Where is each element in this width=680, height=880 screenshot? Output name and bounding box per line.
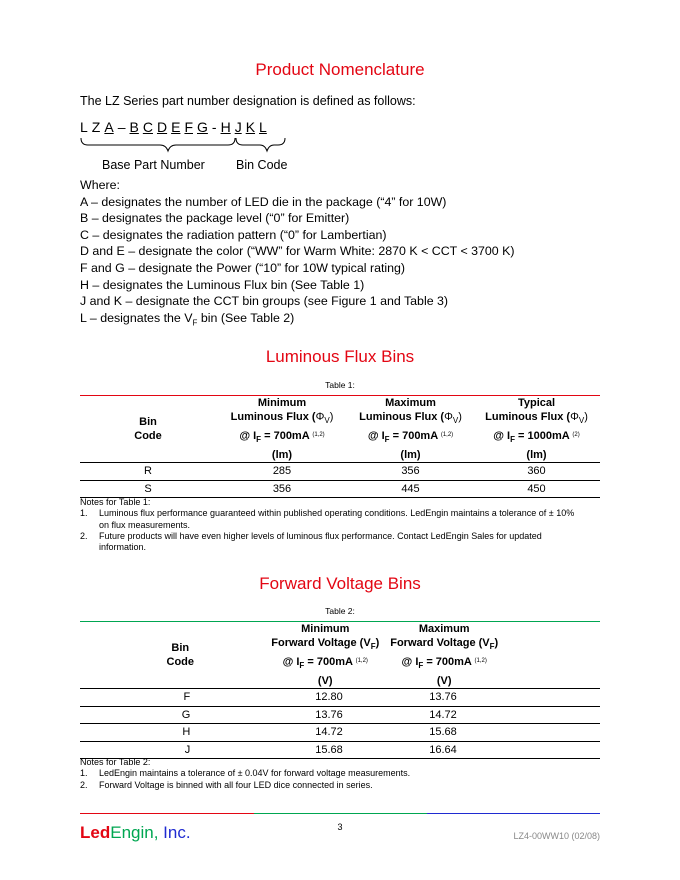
col-header-bin-code: Bin Code [134, 415, 162, 442]
cell-max: 14.72 [391, 706, 509, 724]
table-row [80, 706, 600, 724]
where-item: C – designates the radiation pattern (“0” for Lambertian) [80, 227, 387, 242]
where-item: B – designates the package level (“0” for Emitter) [80, 211, 350, 226]
part-number-char: H [220, 119, 231, 135]
col-header-bin-code: Bin Code [166, 641, 195, 668]
footer-rule-green [254, 813, 427, 814]
cell-max: 13.76 [391, 689, 509, 707]
part-number-char: E [171, 119, 181, 135]
cell-min: 356 [216, 480, 348, 498]
table-row [80, 463, 600, 481]
cell-bin: S [80, 480, 216, 498]
part-number-char: L [259, 119, 267, 135]
part-number-char: – [117, 119, 126, 135]
cell-min: 14.72 [296, 724, 391, 742]
part-number-char: - [211, 119, 217, 135]
col-header-max-flux: Maximum Luminous Flux $(\Phi_V)$ @ $I_F = 700mA$ $^{(1,2)}$ (lm) [359, 397, 462, 461]
where-item: J and K – designate the CCT bin groups (see Figure 1 and Table 3) [80, 294, 449, 309]
cell-bin: J [80, 741, 296, 759]
table-row [80, 480, 600, 498]
flux-table [80, 396, 600, 498]
cell-max: 15.68 [391, 724, 509, 742]
where-item: F and G – designate the Power (“10” for 10W typical rating) [80, 260, 406, 275]
where-item: L – designates the $V_F$ bin (See Table 2) [80, 310, 295, 328]
part-number-char: Z [91, 119, 101, 135]
cell-max: 356 [348, 463, 473, 481]
where-item: A – designates the number of LED die in the package (“4” for 10W) [80, 194, 447, 209]
cell-min: 15.68 [296, 741, 391, 759]
where-item: H – designates the Luminous Flux bin (See Table 1) [80, 277, 365, 292]
voltage-title: Forward Voltage Bins [259, 574, 421, 593]
part-number-char: D [156, 119, 168, 135]
page-number: 3 [337, 822, 343, 832]
part-number-char: J [234, 119, 242, 135]
cell-bin: G [80, 706, 296, 724]
col-header-max-vf: Maximum Forward Voltage $(V_F)$ @ $I_F = 700mA$ $^{(1,2)}$ (V) [390, 623, 499, 687]
col-header-typ-flux: Typical Luminous Flux $(\Phi_V)$ @ $I_F = 1000mA$ $^{(2)}$ (lm) [485, 397, 588, 461]
cell-bin: R [80, 463, 216, 481]
part-number-char: G [197, 119, 208, 135]
part-number-pattern [80, 119, 271, 135]
part-number-char: K [245, 119, 256, 135]
part-number-char: C [142, 119, 153, 135]
nomenclature-intro: The LZ Series part number designation is defined as follows: [80, 94, 416, 108]
base-part-number-label: Base Part Number [102, 158, 205, 172]
notes-title: Notes for Table 2: [80, 757, 151, 767]
document-id: LZ4-00WW10 (02/08) [513, 831, 600, 841]
part-number-char: L [80, 119, 88, 135]
note-item: 2. Future products will have even higher levels of luminous flux performance. Contact LedEngin Sales for updated information. [80, 530, 542, 553]
ledengin-logo: LedEngin, Inc. [80, 823, 191, 842]
part-number-braces [80, 137, 300, 159]
col-header-min-flux: Minimum Luminous Flux $(\Phi_V)$ @ $I_F = 700mA$ $^{(1,2)}$ (lm) [230, 397, 334, 461]
where-label: Where: [80, 178, 120, 192]
part-number-char: F [184, 119, 193, 135]
bin-code-label: Bin Code [236, 158, 288, 172]
nomenclature-title: Product Nomenclature [255, 60, 425, 79]
part-number-char: B [129, 119, 139, 135]
cell-bin: H [80, 724, 296, 742]
part-number-char: A [104, 119, 114, 135]
col-header-min-vf: Minimum Forward Voltage $(V_F)$ @ $I_F = 700mA$ $^{(1,2)}$ (V) [271, 623, 380, 687]
table1-caption: Table 1: [325, 380, 355, 390]
table-row [80, 689, 600, 707]
cell-min: 285 [216, 463, 348, 481]
voltage-table [80, 622, 600, 759]
note-item: 1. Luminous flux performance guaranteed within published operating conditions. LedEngin maintains a tolerance of ± 10% on flux measurements. [80, 508, 575, 530]
cell-max: 16.64 [391, 741, 509, 759]
footer-rule-blue [427, 813, 600, 814]
cell-typ: 360 [473, 463, 600, 481]
cell-bin: F [80, 689, 296, 707]
table-row [80, 741, 600, 759]
notes-title: Notes for Table 1: [80, 497, 151, 507]
note-item: 2. Forward Voltage is binned with all four LED dice connected in series. [80, 779, 373, 790]
where-item: D and E – designate the color (“WW” for Warm White: 2870 K < CCT < 3700 K) [80, 244, 515, 259]
table2-caption: Table 2: [325, 606, 355, 616]
cell-min: 12.80 [296, 689, 391, 707]
cell-max: 445 [348, 480, 473, 498]
note-item: 1. LedEngin maintains a tolerance of ± 0.04V for forward voltage measurements. [80, 768, 411, 779]
where-list [80, 177, 515, 326]
cell-typ: 450 [473, 480, 600, 498]
table-row [80, 724, 600, 742]
cell-min: 13.76 [296, 706, 391, 724]
footer-rule-red [80, 813, 254, 814]
table1-notes [80, 497, 580, 553]
flux-title: Luminous Flux Bins [265, 347, 415, 366]
table2-notes [80, 757, 580, 791]
